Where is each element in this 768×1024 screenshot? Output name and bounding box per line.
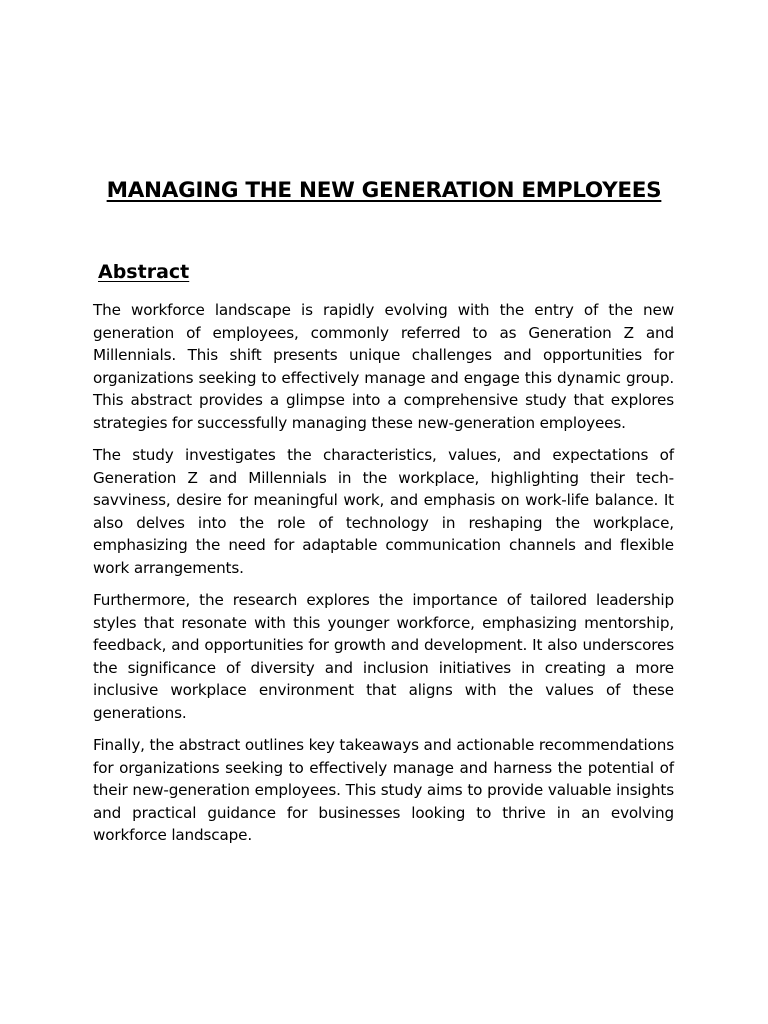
paragraph-2: The study investigates the characteristics, values, and expectations of Generation Z and Millennials in the workplace, highlighting their tech-savviness, desire for meaningful work, and emphasis on work-life balance. It also delves into the role of technology in reshaping the workplace, emphasizing the need for adaptable communication channels and flexible work arrangements. [93,446,674,577]
document-title: MANAGING THE NEW GENERATION EMPLOYEES [106,178,662,203]
paragraph-3: Furthermore, the research explores the importance of tailored leadership styles that resonate with this younger workforce, emphasizing mentorship, feedback, and opportunities for growth and development. It also underscores the significance of diversity and inclusion initiatives in creating a more inclusive workplace environment that aligns with the values of these generations. [93,591,674,722]
section-heading-abstract: Abstract [98,261,190,283]
paragraph-4: Finally, the abstract outlines key takeaways and actionable recommendations for organizations seeking to effectively manage and harness the potential of their new-generation employees. This study aims to provide valuable insights and practical guidance for businesses looking to thrive in an evolving workforce landscape. [93,736,674,844]
paragraph-1: The workforce landscape is rapidly evolving with the entry of the new generation of employees, commonly referred to as Generation Z and Millennials. This shift presents unique challenges and opportunities for organizations seeking to effectively manage and engage this dynamic group. This abstract provides a glimpse into a comprehensive study that explores strategies for successfully managing these new-generation employees. [93,301,674,432]
abstract-body [93,299,674,857]
